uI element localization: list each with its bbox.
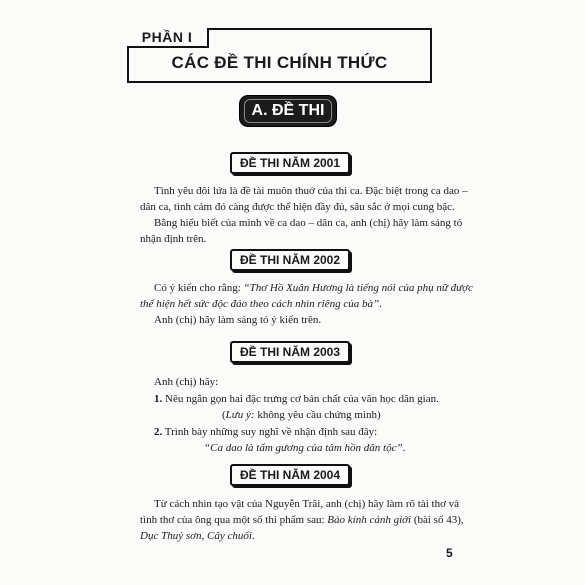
exam-2003-header: ĐỀ THI NĂM 2003 [230, 341, 350, 363]
note-label: Lưu ý: [225, 409, 255, 421]
exam-2004-separator: , [201, 530, 207, 542]
exam-2004-line-1: Từ cách nhìn tạo vật của Nguyễn Trãi, anh (chị) hãy làm rõ tài thơ và [154, 498, 460, 510]
work-title-duc-thuy-son: Dục Thuỷ sơn [140, 530, 202, 542]
page-number: 5 [446, 546, 453, 560]
question-1-text: Nêu ngắn gọn hai đặc trưng cơ bản chất của văn học dân gian. [162, 393, 439, 405]
exam-2003-question-2 [140, 424, 460, 440]
exam-2002-quote-period: . [379, 298, 382, 310]
exam-2004-line-2 [140, 512, 464, 528]
exam-2003-quote-period: . [402, 442, 406, 454]
exam-2004-line-3 [140, 528, 460, 544]
section-heading: A. ĐỀ THI [240, 96, 336, 126]
part-title: CÁC ĐỀ THI CHÍNH THỨC [171, 53, 388, 72]
work-title-cay-chuoi: Cây chuối [206, 530, 252, 542]
exam-2003-note [222, 407, 381, 423]
question-1-number: 1. [154, 393, 163, 405]
note-text: không yêu cầu chứng minh) [254, 409, 381, 421]
exam-2001-line-1: Tình yêu đôi lứa là đề tài muôn thuở của thi ca. Đặc biệt trong ca dao – [154, 185, 468, 197]
exam-2003-quote-line [204, 440, 405, 456]
exam-2002-quote-end: thể hiện hết sức độc đáo theo cách nhìn riêng của bà” [140, 298, 380, 310]
exam-2002-quote-start: “Thơ Hồ Xuân Hương là tiếng nói của phụ nữ được [243, 282, 473, 294]
part-label: PHẦN I [127, 28, 209, 48]
exam-2004-line-2-text: tình thơ của ông qua một số thi phẩm sau: [140, 514, 328, 526]
exam-2002-line-2 [140, 296, 460, 312]
exam-2003-quote: “Ca dao là tấm gương của tâm hồn dân tộc” [204, 442, 403, 454]
part-header-box [127, 28, 432, 83]
exam-2003-question-1 [140, 391, 460, 407]
question-2-text: Trình bày những suy nghĩ về nhận định sau đây: [162, 426, 378, 438]
exam-2001-line-2: dân ca, tình cảm đó càng được thể hiện đầy đủ, sâu sắc ở mọi cung bậc. [140, 201, 455, 213]
exam-2004-header: ĐỀ THI NĂM 2004 [230, 464, 350, 486]
work-title-bao-kinh: Bảo kính cảnh giới [327, 514, 412, 526]
exam-2004-line-2-suffix: (bài số 43), [411, 514, 464, 526]
exam-2001-line-3: Bằng hiểu biết của mình về ca dao – dân ca, anh (chị) hãy làm sáng tỏ [154, 217, 463, 229]
question-2-number: 2. [154, 426, 163, 438]
note-open-paren: ( [222, 409, 226, 421]
exam-2002-intro: Có ý kiến cho rằng: [154, 282, 244, 294]
exam-2002-header: ĐỀ THI NĂM 2002 [230, 249, 350, 271]
exam-2002-line-1 [140, 280, 473, 296]
exam-2001-header: ĐỀ THI NĂM 2001 [230, 152, 350, 174]
exam-2001-line-4: nhận định trên. [140, 233, 207, 245]
exam-2002-line-3: Anh (chị) hãy làm sáng tỏ ý kiến trên. [154, 314, 322, 326]
exam-2003-intro: Anh (chị) hãy: [154, 376, 219, 388]
exam-2004-period: . [251, 530, 255, 542]
